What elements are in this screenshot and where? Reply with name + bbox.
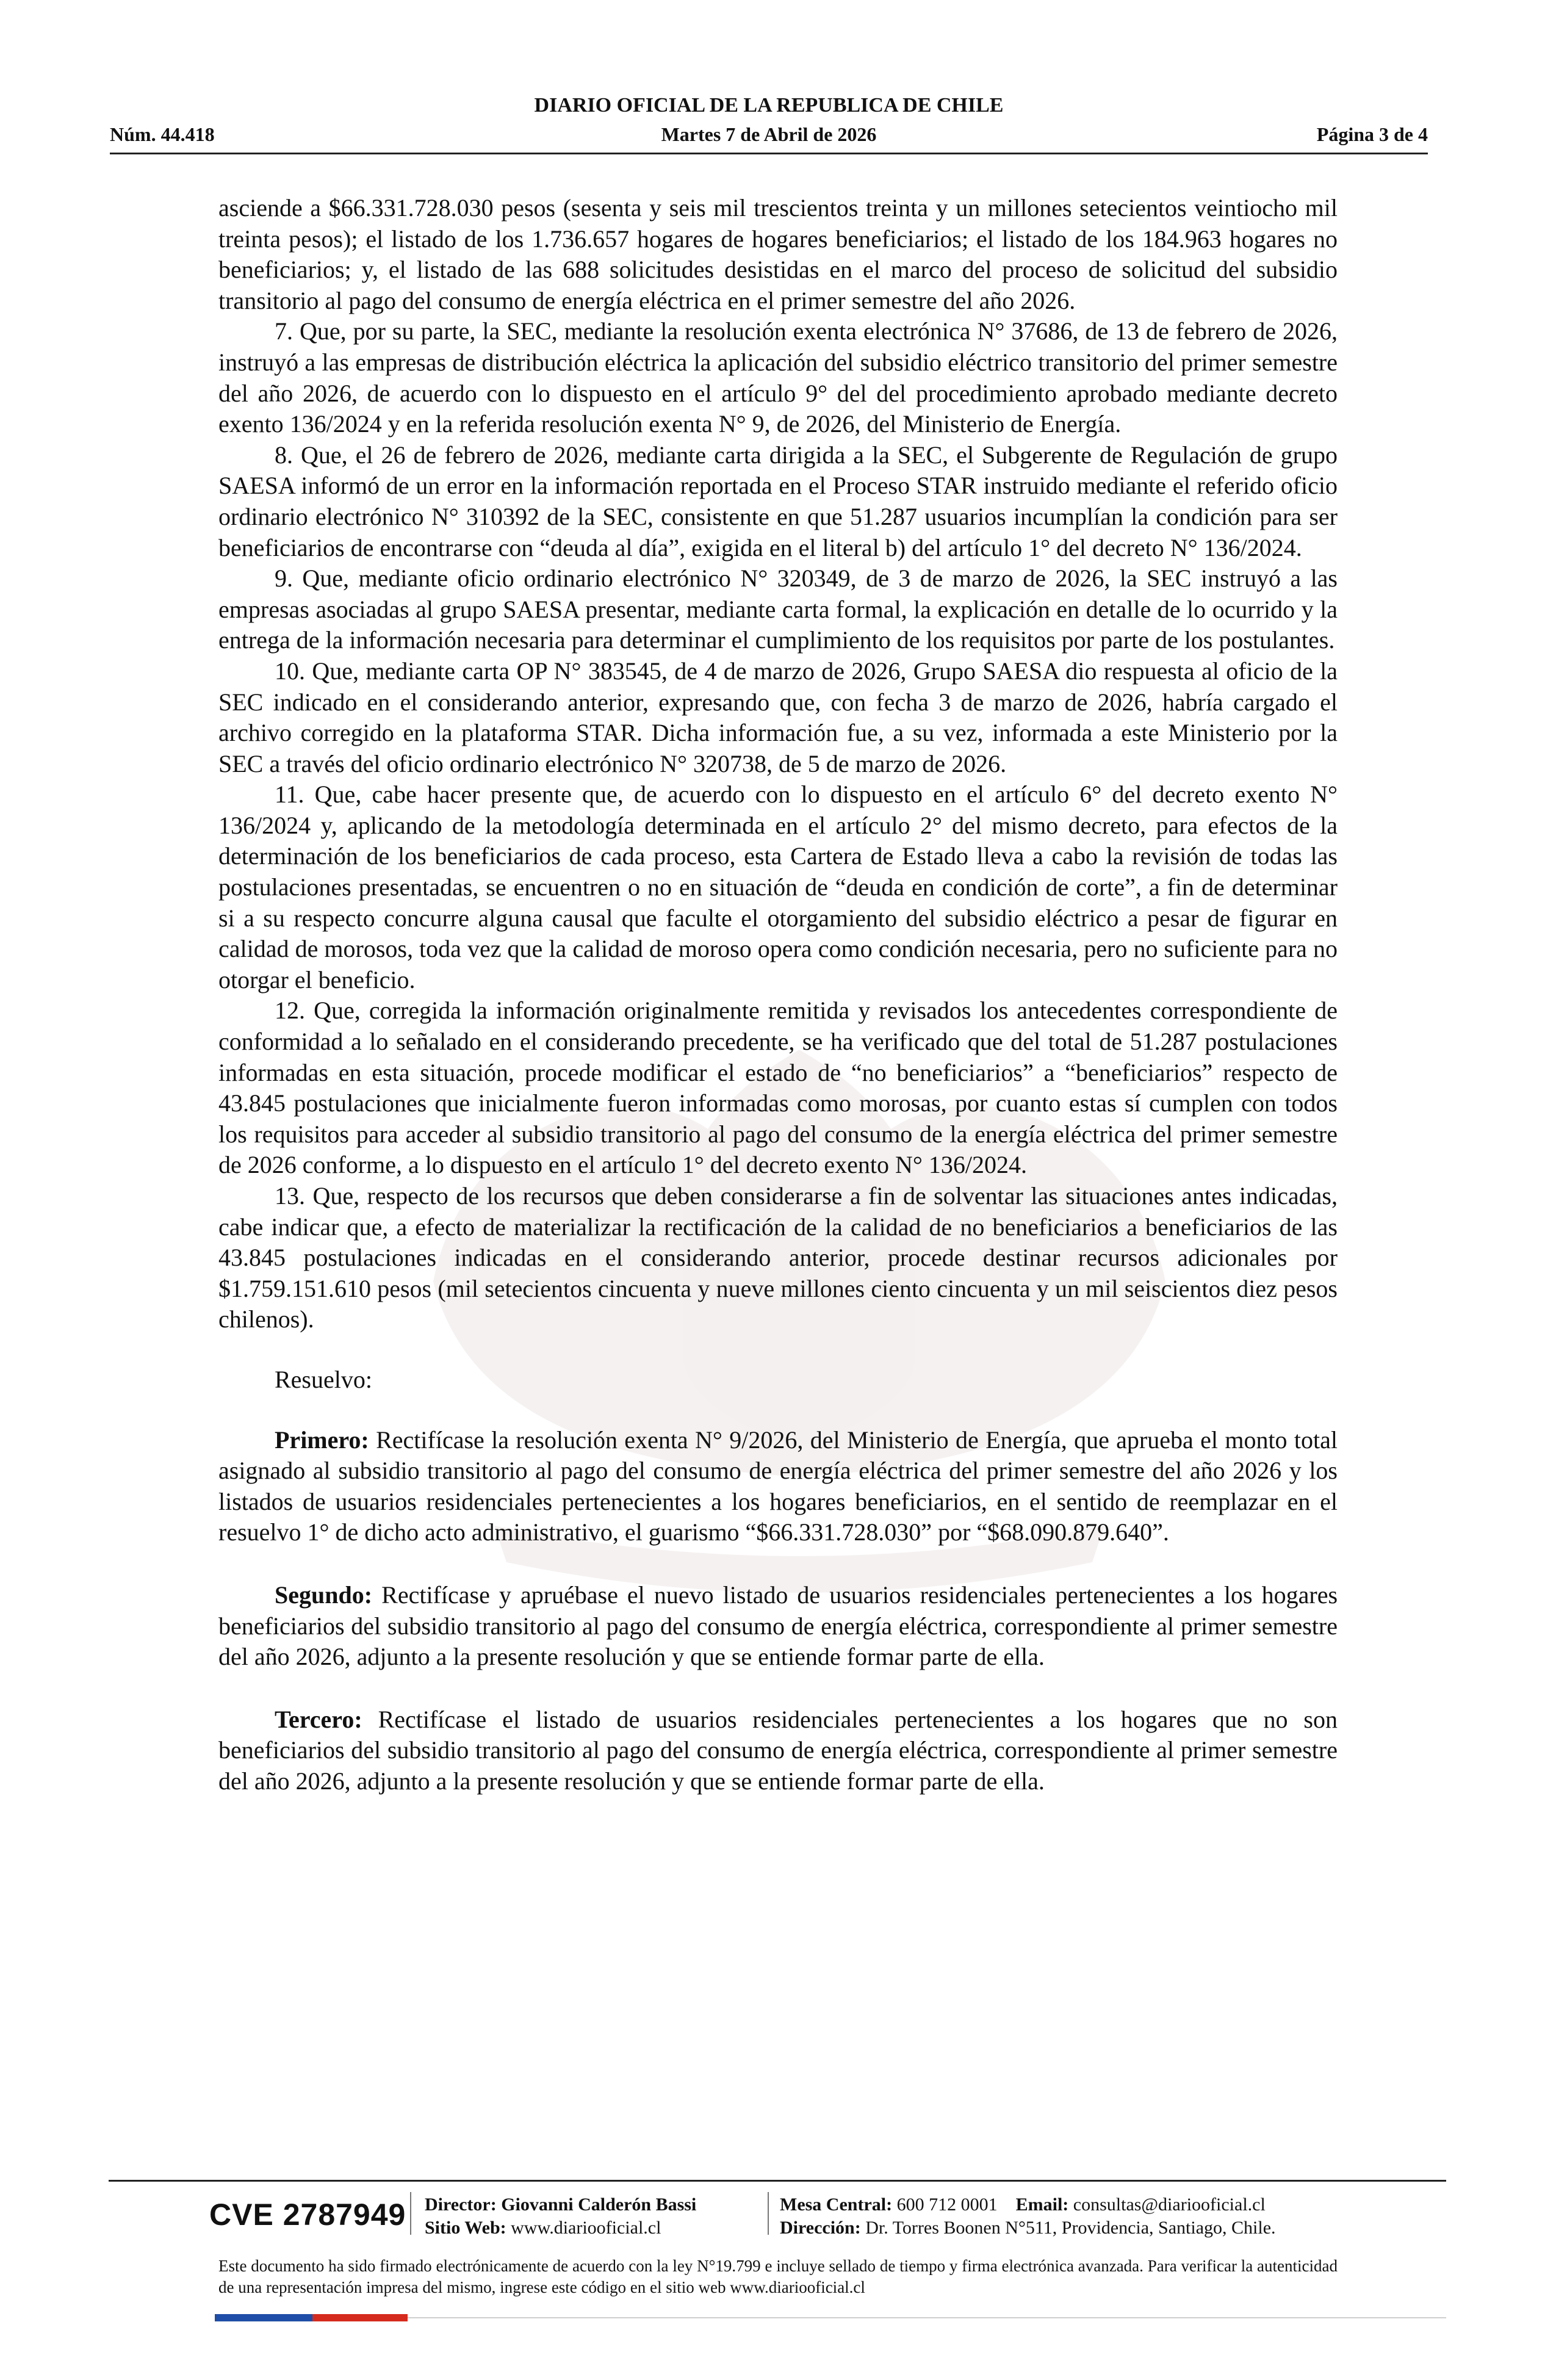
segundo-text: Rectifícase y apruébase el nuevo listado de usuarios residenciales pertenecientes a los hogares beneficiarios del subsidio transitorio al pago del consumo de energía eléctrica, correspondiente al primer semestre del año 2026, adjunto a la presente resolución y que se entiende formar parte de ella. bbox=[218, 1581, 1338, 1671]
newspaper-title: DIARIO OFICIAL DE LA REPUBLICA DE CHILE bbox=[534, 94, 1004, 117]
director-label: Director: bbox=[425, 2194, 497, 2215]
tercero-text: Rectifícase el listado de usuarios residenciales pertenecientes a los hogares que no son beneficiarios del subsidio transitorio al pago del consumo de energía eléctrica, correspondiente al primer semestre del año 2026, adjunto a la presente resolución y que se entiende formar parte de ella. bbox=[218, 1705, 1338, 1795]
tercero-label: Tercero: bbox=[275, 1705, 362, 1733]
issue-number: Núm. 44.418 bbox=[110, 123, 215, 145]
chile-flag-stripe bbox=[215, 2314, 408, 2321]
resuelvo-heading: Resuelvo: bbox=[275, 1365, 372, 1393]
primero-label: Primero: bbox=[275, 1426, 369, 1454]
page-indicator: Página 3 de 4 bbox=[1316, 123, 1428, 145]
footer-contact-block bbox=[780, 2193, 1276, 2240]
paragraph-continuation: asciende a $66.331.728.030 pesos (sesenta y seis mil trescientos treinta y un millones setecientos veintiocho mil treinta pesos); el listado de los 1.736.657 hogares de hogares beneficiarios; el listado de los 184.963 hogares no beneficiarios; y, el listado de las 688 solicitudes desistidas en el marco del proceso de solicitud del subsidio transitorio al pago del consumo de energía eléctrica en el primer semestre del año 2026. bbox=[218, 194, 1338, 314]
address-value: Dr. Torres Boonen N°511, Providencia, Santiago, Chile. bbox=[865, 2218, 1276, 2238]
mesa-central-label: Mesa Central: bbox=[780, 2194, 893, 2215]
considerando-13: 13. Que, respecto de los recursos que deben considerarse a fin de solventar las situaciones antes indicadas, cabe indicar que, a efecto de materializar la rectificación de la calidad de no beneficiarios a beneficiarios de las 43.845 postulaciones indicadas en el considerando anterior, procede destinar recursos adicionales por $1.759.151.610 pesos (mil setecientos cincuenta y nueve millones ciento cincuenta y un mil seiscientos diez pesos chilenos). bbox=[218, 1182, 1338, 1333]
address-label: Dirección: bbox=[780, 2218, 861, 2238]
footer-separator bbox=[410, 2192, 411, 2235]
email-link[interactable]: consultas@diariooficial.cl bbox=[1073, 2194, 1266, 2215]
resuelvo-tercero bbox=[218, 1704, 1338, 1797]
mesa-central-phone: 600 712 0001 bbox=[896, 2194, 998, 2215]
considerando-12: 12. Que, corregida la información originalmente remitida y revisados los antecedentes correspondiente de conformidad a lo señalado en el considerando precedente, se ha verificado que del total de 51.287 postulaciones informadas en esta situación, procede modificar el estado de “no beneficiarios” a “beneficiarios” respecto de 43.845 postulaciones que inicialmente fueron informadas como morosas, por cuanto estas sí cumplen con todos los requisitos para acceder al subsidio transitorio al pago del consumo de la energía eléctrica del primer semestre de 2026 conforme, a lo dispuesto en el artículo 1° del decreto exento N° 136/2024. bbox=[218, 997, 1338, 1179]
resuelvo-primero bbox=[218, 1425, 1338, 1548]
considerando-8: 8. Que, el 26 de febrero de 2026, mediante carta dirigida a la SEC, el Subgerente de Regulación de grupo SAESA informó de un error en la información reportada en el Proceso STAR instruido mediante el referido oficio ordinario electrónico N° 310392 de la SEC, consistente en que 51.287 usuarios incumplían la condición para ser beneficiarios de encontrarse con “deuda al día”, exigida en el literal b) del artículo 1° del decreto N° 136/2024. bbox=[218, 441, 1338, 561]
document-body bbox=[218, 193, 1338, 1797]
considerando-9: 9. Que, mediante oficio ordinario electrónico N° 320349, de 3 de marzo de 2026, la SEC instruyó a las empresas asociadas al grupo SAESA presentar, mediante carta formal, la explicación en detalle de lo ocurrido y la entrega de la información necesaria para determinar el cumplimiento de los requisitos por parte de los postulantes. bbox=[218, 564, 1338, 654]
footer-divider bbox=[109, 2180, 1446, 2182]
page-header bbox=[110, 92, 1428, 157]
primero-text: Rectifícase la resolución exenta N° 9/2026, del Ministerio de Energía, que aprueba el monto total asignado al subsidio transitorio al pago del consumo de energía eléctrica del primer semestre del año 2026 y los listados de usuarios residenciales pertenecientes a los hogares beneficiarios, en el sentido de reemplazar en el resuelvo 1° de dicho acto administrativo, el guarismo “$66.331.728.030” por “$68.090.879.640”. bbox=[218, 1426, 1338, 1546]
considerando-11: 11. Que, cabe hacer presente que, de acuerdo con lo dispuesto en el artículo 6° del decreto exento N° 136/2024 y, aplicando de la metodología determinada en el artículo 2° del mismo decreto, para efectos de la determinación de los beneficiarios de cada proceso, esta Cartera de Estado lleva a cabo la revisión de todas las postulaciones presentadas, se encuentren o no en situación de “deuda en condición de corte”, a fin de determinar si a su respecto concurre alguna causal que faculte el otorgamiento del subsidio eléctrico a pesar de figurar en calidad de morosos, toda vez que la calidad de moroso opera como condición necesaria, pero no suficiente para no otorgar el beneficio. bbox=[218, 781, 1338, 993]
director-name: Giovanni Calderón Bassi bbox=[501, 2194, 697, 2215]
electronic-signature-note: Este documento ha sido firmado electrónicamente de acuerdo con la ley N°19.799 e incluye sellado de tiempo y firma electrónica avanzada. Para verificar la autenticidad de una representación impresa del mismo, ingrese este código en el sitio web www.diariooficial.cl bbox=[218, 2257, 1338, 2296]
header-divider bbox=[110, 153, 1428, 154]
website-link[interactable]: www.diariooficial.cl bbox=[511, 2218, 661, 2238]
bottom-divider bbox=[408, 2317, 1446, 2318]
email-label: Email: bbox=[1015, 2194, 1069, 2215]
segundo-label: Segundo: bbox=[275, 1581, 373, 1609]
flag-red-segment bbox=[312, 2314, 408, 2321]
cve-code: CVE 2787949 bbox=[209, 2198, 406, 2232]
website-label: Sitio Web: bbox=[425, 2218, 506, 2238]
footer-separator bbox=[768, 2192, 769, 2235]
footer-director-block bbox=[425, 2193, 696, 2240]
flag-blue-segment bbox=[215, 2314, 312, 2321]
issue-date: Martes 7 de Abril de 2026 bbox=[661, 123, 877, 145]
resuelvo-segundo bbox=[218, 1580, 1338, 1673]
considerando-10: 10. Que, mediante carta OP N° 383545, de 4 de marzo de 2026, Grupo SAESA dio respuesta al oficio de la SEC indicado en el considerando anterior, expresando que, con fecha 3 de marzo de 2026, habría cargado el archivo corregido en la plataforma STAR. Dicha información fue, a su vez, informada a este Ministerio por la SEC a través del oficio ordinario electrónico N° 320738, de 5 de marzo de 2026. bbox=[218, 657, 1338, 777]
considerando-7: 7. Que, por su parte, la SEC, mediante la resolución exenta electrónica N° 37686, de 13 de febrero de 2026, instruyó a las empresas de distribución eléctrica la aplicación del subsidio eléctrico transitorio del primer semestre del año 2026, de acuerdo con lo dispuesto en el artículo 9° del del procedimiento aprobado mediante decreto exento 136/2024 y en la referida resolución exenta N° 9, de 2026, del Ministerio de Energía. bbox=[218, 317, 1338, 438]
